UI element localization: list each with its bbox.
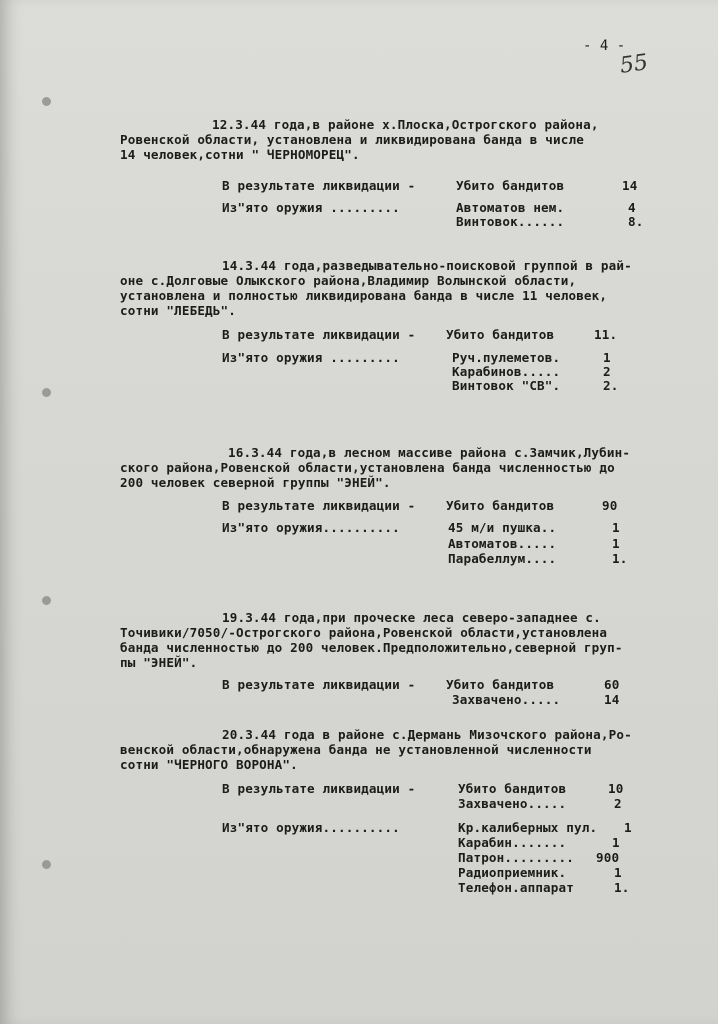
result-value: 90 [602, 498, 618, 513]
result-item: Убито бандитов [446, 498, 555, 513]
entry-2-line-3: установлена и полностью ликвидирована банда в числе 11 человек, [120, 288, 608, 303]
result-value: 1 [614, 865, 622, 880]
result-item: Патрон......... [458, 850, 574, 865]
result-item: Руч.пулеметов. [452, 350, 561, 365]
result-label: В результате ликвидации - [222, 327, 416, 342]
punch-hole [42, 388, 51, 397]
entry-4-line-4: пы "ЭНЕЙ". [120, 655, 198, 670]
result-label: Из"ято оружия.......... [222, 820, 400, 835]
entry-2-line-2: оне с.Долговые Олыкского района,Владимир Волынской области, [120, 273, 577, 288]
result-value: 4 [628, 200, 636, 215]
result-value: 8. [628, 214, 644, 229]
result-item: Захвачено..... [458, 796, 567, 811]
result-value: 2 [603, 364, 611, 379]
result-item: Карабинов..... [452, 364, 561, 379]
result-value: 14 [622, 178, 638, 193]
result-value: 1 [624, 820, 632, 835]
entry-1-line-1: 12.3.44 года,в районе х.Плоска,Острогского района, [212, 117, 599, 132]
handwritten-number: 55 [618, 50, 650, 79]
result-item: Убито бандитов [458, 781, 567, 796]
result-label: Из"ято оружия ......... [222, 200, 400, 215]
result-label: В результате ликвидации - [222, 498, 416, 513]
result-value: 900 [596, 850, 620, 865]
entry-2-line-1: 14.3.44 года,разведывательно-поисковой группой в рай- [222, 258, 632, 273]
result-item: Парабеллум.... [448, 551, 557, 566]
entry-3-line-3: 200 человек северной группы "ЭНЕЙ". [120, 475, 391, 490]
punch-hole [42, 596, 51, 605]
entry-2-line-4: сотни "ЛЕБЕДЬ". [120, 303, 236, 318]
result-value: 14 [604, 692, 620, 707]
result-item: Телефон.аппарат [458, 880, 574, 895]
result-value: 11. [594, 327, 618, 342]
result-item: Радиоприемник. [458, 865, 567, 880]
entry-5-line-3: сотни "ЧЕРНОГО ВОРОНА". [120, 757, 298, 772]
result-value: 1 [612, 536, 620, 551]
entry-3-line-2: ского района,Ровенской области,установлена банда численностью до [120, 460, 615, 475]
punch-hole [42, 860, 51, 869]
result-label: В результате ликвидации - [222, 781, 424, 796]
result-value: 1. [612, 551, 628, 566]
entry-5-line-1: 20.3.44 года в районе с.Дермань Мизочского района,Ро- [222, 727, 632, 742]
result-value: 60 [604, 677, 620, 692]
result-item: Кр.калиберных пул. [458, 820, 598, 835]
result-label: В результате ликвидации - [222, 178, 424, 193]
result-item: Винтовок "СВ". [452, 378, 561, 393]
result-item: Карабин....... [458, 835, 567, 850]
result-item: 45 м/и пушка.. [448, 520, 557, 535]
result-value: 2. [603, 378, 619, 393]
result-value: 1 [603, 350, 611, 365]
entry-5-line-2: венской области,обнаружена банда не установленной численности [120, 742, 592, 757]
result-item: Убито бандитов [456, 178, 565, 193]
entry-4-line-1: 19.3.44 года,при проческе леса северо-западнее с. [222, 610, 601, 625]
result-label: Из"ято оружия ......... [222, 350, 400, 365]
entry-1-line-3: 14 человек,сотни " ЧЕРНОМОРЕЦ". [120, 147, 360, 162]
result-value: 10 [608, 781, 624, 796]
result-item: Убито бандитов [446, 327, 555, 342]
entry-3-line-1: 16.3.44 года,в лесном массиве района с.Замчик,Лубин- [228, 445, 631, 460]
result-value: 1 [612, 835, 620, 850]
result-item: Автоматов нем. [456, 200, 565, 215]
result-item: Убито бандитов [446, 677, 555, 692]
punch-hole [42, 97, 51, 106]
entry-4-line-3: банда численностью до 200 человек.Предположительно,северной груп- [120, 640, 623, 655]
entry-4-line-2: Точивики/7050/-Острогского района,Ровенской области,установлена [120, 625, 608, 640]
result-value: 1 [612, 520, 620, 535]
result-item: Автоматов..... [448, 536, 557, 551]
result-value: 2 [614, 796, 622, 811]
result-label: Из"ято оружия.......... [222, 520, 400, 535]
result-value: 1. [614, 880, 630, 895]
result-label: В результате ликвидации - [222, 677, 416, 692]
entry-1-line-2: Ровенской области, установлена и ликвидирована банда в числе [120, 132, 584, 147]
result-item: Захвачено..... [452, 692, 561, 707]
result-item: Винтовок...... [456, 214, 565, 229]
page-number: - 4 - [583, 38, 626, 54]
